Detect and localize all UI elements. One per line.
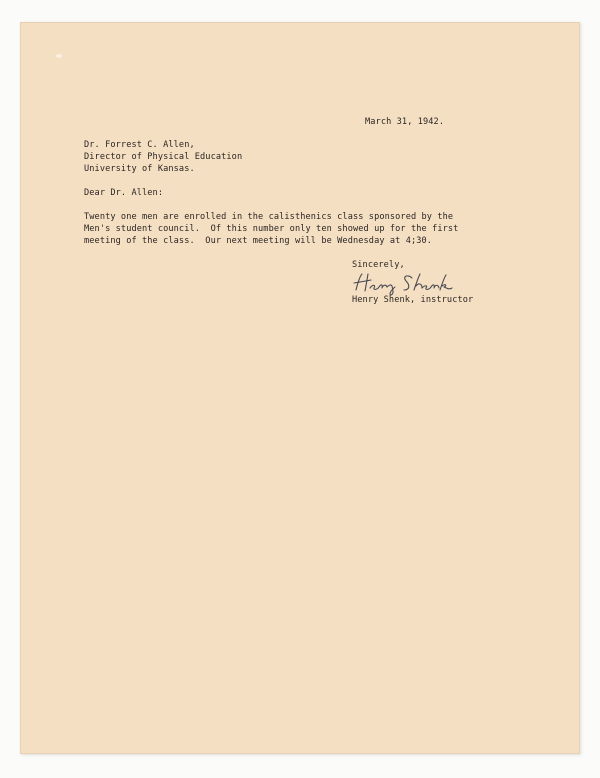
body-line-3: meeting of the class. Our next meeting will be Wednesday at 4;30.	[84, 236, 433, 246]
recipient-title: Director of Physical Education	[84, 152, 243, 162]
recipient-institution: University of Kansas.	[84, 164, 195, 174]
body-line-1: Twenty one men are enrolled in the calisthenics class sponsored by the	[84, 212, 454, 222]
letter-body	[84, 211, 458, 247]
handwritten-signature	[350, 270, 470, 296]
recipient-name: Dr. Forrest C. Allen,	[84, 140, 195, 150]
closing: Sincerely,	[352, 260, 405, 270]
salutation: Dear Dr. Allen:	[84, 188, 164, 198]
recipient-address	[84, 139, 242, 175]
signer-name: Henry Shenk, instructor	[352, 295, 474, 305]
paper-blemish	[56, 54, 62, 58]
letter-date: March 31, 1942.	[365, 117, 445, 127]
body-line-2: Men's student council. Of this number only ten showed up for the first	[84, 224, 459, 234]
letter-paper	[20, 22, 580, 754]
